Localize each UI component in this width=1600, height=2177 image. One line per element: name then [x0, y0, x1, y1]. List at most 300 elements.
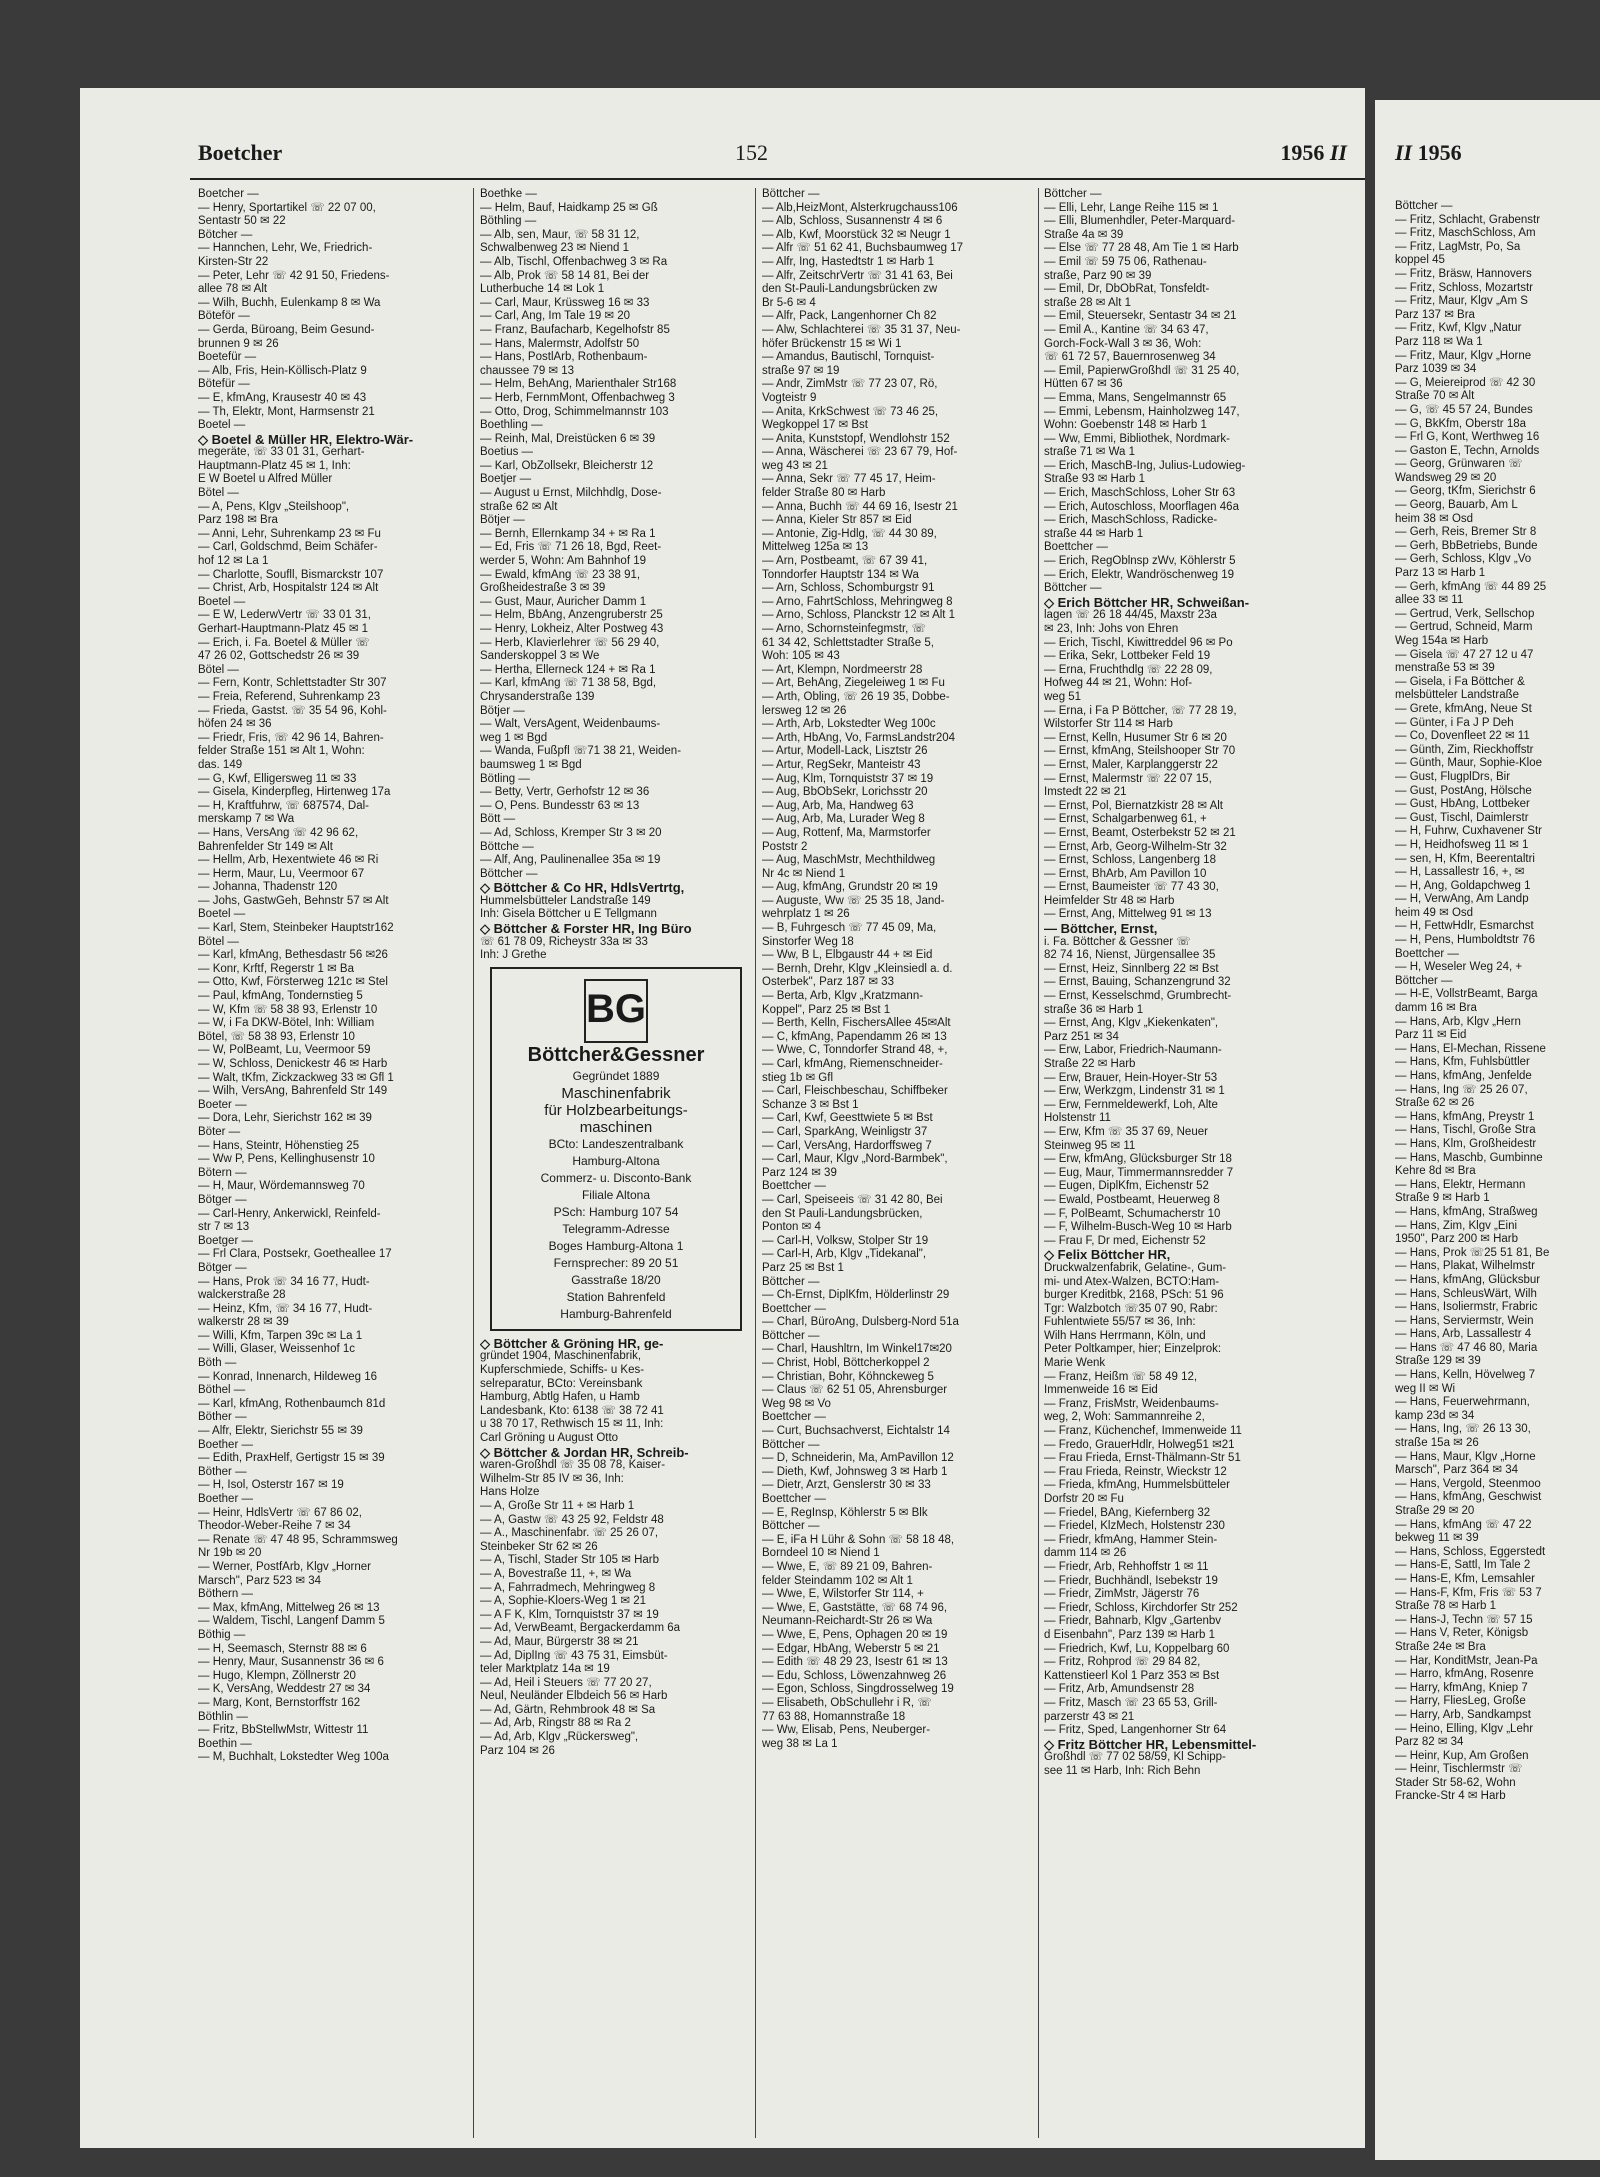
- directory-entry-line: Wilstorfer Str 114 ✉ Harb: [1044, 718, 1173, 731]
- directory-entry-line: — Arno, Schornsteinfegmstr, ☏: [762, 623, 926, 635]
- directory-entry-line: Böttcher —: [762, 1275, 820, 1288]
- directory-entry-line: — Helm, BbAng, Anzengruberstr 25: [480, 609, 663, 622]
- advertisement-boettcher-gessner: [490, 967, 742, 1331]
- directory-entry-line: — Gerh, Schloss, Klgv „Vo: [1395, 553, 1532, 566]
- directory-entry-line: Straße 70 ✉ Alt: [1395, 390, 1475, 403]
- directory-entry-line: — Frau F, Dr med, Eichenstr 52: [1044, 1234, 1206, 1247]
- directory-entry-line: — Alb, Fris, Hein-Köllisch-Platz 9: [198, 364, 367, 377]
- directory-entry-line: gründet 1904, Maschinenfabrik,: [480, 1350, 642, 1363]
- directory-entry-line: — Anna, Buchh ☏ 44 69 16, Isestr 21: [762, 500, 958, 513]
- directory-entry-line: — Hans, Ing ☏ 25 26 07,: [1395, 1083, 1528, 1096]
- directory-entry-line: stieg 1b ✉ Gfl: [762, 1071, 833, 1084]
- directory-entry-line: Böther —: [198, 1465, 247, 1478]
- directory-entry-line: Boetel —: [198, 908, 246, 921]
- directory-entry-line: — Elisabeth, ObSchullehr i R, ☏: [762, 1696, 932, 1709]
- directory-entry-line: — A, Große Str 11 + ✉ Harb 1: [480, 1499, 635, 1512]
- directory-entry-line: Hofweg 44 ✉ 21, Wohn: Hof-: [1044, 677, 1193, 690]
- directory-entry-line: — Erich, Tischl, Kiwittreddel 96 ✉ Po: [1044, 636, 1233, 649]
- directory-entry-line: Hummelsbütteler Landstraße 149: [480, 894, 651, 907]
- directory-entry-line: Hans Holze: [480, 1486, 540, 1499]
- directory-entry-line: — Konr, Krftf, Regerstr 1 ✉ Ba: [198, 962, 354, 975]
- directory-entry-line: — Ad, Arb, Klgv „Rückersweg",: [480, 1731, 639, 1744]
- directory-entry-line: — Anna, Kieler Str 857 ✉ Eid: [762, 514, 912, 527]
- ad-line2: für Holzbearbeitungs-: [544, 1101, 688, 1119]
- directory-entry-line: Parz 118 ✉ Wa 1: [1395, 335, 1483, 348]
- directory-entry-line: — Hans, Maschb, Gumbinne: [1395, 1151, 1543, 1164]
- directory-entry-line: — Carl, Ang, Im Tale 19 ✉ 20: [480, 310, 631, 323]
- directory-entry-line: Imstedt 22 ✉ 21: [1044, 786, 1127, 799]
- ad-telegram: Telegramm-Adresse: [562, 1221, 670, 1236]
- directory-entry-line: — Th, Elektr, Mont, Harmsenstr 21: [198, 405, 375, 418]
- directory-entry-line: Hamburg, Abtlg Hafen, u Hamb: [480, 1391, 640, 1404]
- directory-entry-line: megeräte, ☏ 33 01 31, Gerhart-: [198, 446, 365, 459]
- directory-entry-line: — Paul, kfmAng, Tondernstieg 5: [198, 990, 363, 1003]
- directory-entry-line: Kehre 8d ✉ Bra: [1395, 1165, 1476, 1178]
- directory-entry-line: — Hans, kfmAng, Jenfelde: [1395, 1070, 1532, 1082]
- directory-entry-line: Boettcher —: [1395, 947, 1459, 960]
- directory-entry-line: — Ernst, Baumeister ☏ 77 43 30,: [1044, 881, 1219, 894]
- directory-entry-line: — H, Lassallestr 16, +, ✉: [1395, 866, 1525, 879]
- directory-entry-line: — Hans, Ing, ☏ 26 13 30,: [1395, 1423, 1531, 1436]
- directory-entry-line: — Herm, Maur, Lu, Veermoor 67: [198, 867, 365, 880]
- directory-entry-line: — Dieth, Kwf, Johnsweg 3 ✉ Harb 1: [762, 1465, 948, 1478]
- directory-entry-line: Straße 129 ✉ 39: [1395, 1355, 1481, 1368]
- directory-entry-line: — Henry, Maur, Susannenstr 36 ✉ 6: [198, 1656, 384, 1669]
- directory-entry-line: — Dietr, Arzt, Genslerstr 30 ✉ 33: [762, 1479, 931, 1492]
- directory-entry-line: — A F K, Klm, Tornquiststr 37 ✉ 19: [480, 1608, 659, 1621]
- directory-entry-line: — Johs, GastwGeh, Behnstr 57 ✉ Alt: [198, 894, 389, 907]
- directory-entry-line: — Otto, Drog, Schimmelmannstr 103: [480, 405, 669, 418]
- directory-entry-line: merskamp 7 ✉ Wa: [198, 813, 295, 826]
- facing-page: [1375, 100, 1600, 2160]
- directory-entry-line: Boetel —: [198, 419, 246, 432]
- directory-entry-line: — Gust, Tischl, Daimlerstr: [1395, 811, 1529, 824]
- directory-entry-line: — Ed, Fris ☏ 71 26 18, Bgd, Reet-: [480, 541, 662, 554]
- directory-entry-line: — Gertrud, Schneid, Marm: [1395, 621, 1533, 634]
- directory-entry-line: brunnen 9 ✉ 26: [198, 337, 279, 350]
- directory-entry-line: — Gerda, Büroang, Beim Gesund-: [198, 323, 375, 336]
- directory-entry-line: — Max, kfmAng, Mittelweg 26 ✉ 13: [198, 1601, 380, 1614]
- directory-entry-line: — Bernh, Ellernkamp 34 + ✉ Ra 1: [480, 527, 656, 540]
- header-surname: Boetcher: [198, 140, 283, 165]
- directory-entry-line: Gerhart-Hauptmann-Platz 45 ✉ 1: [198, 623, 369, 635]
- directory-entry-line: — Waldem, Tischl, Langenf Damm 5: [198, 1615, 385, 1628]
- directory-entry-line: — Hans, VersAng ☏ 42 96 62,: [198, 826, 359, 839]
- directory-entry-line: — Ww, Elisab, Pens, Neuberger-: [762, 1724, 931, 1737]
- directory-entry-line: — Curt, Buchsachverst, Eichtalstr 14: [762, 1425, 950, 1438]
- directory-entry-line: — Hans, Arb, Klgv „Hern: [1395, 1015, 1521, 1028]
- directory-entry-line: d Eisenbahn", Parz 139 ✉ Harb 1: [1044, 1628, 1215, 1641]
- directory-entry-line: — Helm, BehAng, Marienthaler Str168: [480, 378, 677, 391]
- directory-entry-line: — A, Gastw ☏ 43 25 92, Feldstr 48: [480, 1513, 664, 1526]
- directory-entry-line: — Karl, ObZollsekr, Bleicherstr 12: [480, 459, 654, 472]
- directory-entry-line: — Herb, FernmMont, Offenbachweg 3: [480, 391, 675, 404]
- directory-entry-line: — Gust, FlugplDrs, Bir: [1395, 770, 1511, 783]
- directory-entry-line: — Elli, Blumenhdler, Peter-Marquard-: [1044, 215, 1236, 228]
- directory-entry-line: Poststr 2: [762, 840, 808, 853]
- directory-entry-line: — Gerh, BbBetriebs, Bunde: [1395, 539, 1538, 552]
- directory-entry-line: — Erw, Fernmeldewerkf, Loh, Alte: [1044, 1098, 1218, 1111]
- directory-entry-line: — Ernst, Ang, Klgv „Kiekenkaten",: [1044, 1017, 1219, 1030]
- directory-entry-line: Boetger —: [198, 1234, 253, 1247]
- directory-entry-line: — Emil, PapierwGroßhdl ☏ 31 25 40,: [1044, 364, 1240, 377]
- directory-entry-line: — Hans, Kfm, Fuhlsbüttler: [1395, 1056, 1530, 1069]
- directory-entry-line: — Frau Frieda, Reinstr, Wieckstr 12: [1044, 1465, 1227, 1478]
- directory-entry-line: — Friedrich, Kwf, Lu, Koppelbarg 60: [1044, 1642, 1230, 1655]
- directory-entry-line: Böteför —: [198, 310, 250, 323]
- directory-entry-line: weg II ✉ Wi: [1395, 1382, 1456, 1395]
- facing-page-header: [1395, 140, 1462, 166]
- directory-entry-line: — Ww, B L, Elbgaustr 44 + ✉ Eid: [762, 949, 933, 962]
- directory-entry-line: Boetcher —: [198, 188, 259, 200]
- directory-entry-line: melsbütteler Landstraße: [1395, 689, 1520, 702]
- directory-entry-line: Bötjer —: [480, 704, 525, 717]
- directory-entry-line: Böttcher —: [1044, 582, 1102, 595]
- directory-entry-line: — Alfr, Ing, Hastedtstr 1 ✉ Harb 1: [762, 255, 934, 268]
- directory-entry-line: Straße 29 ✉ 20: [1395, 1505, 1475, 1517]
- directory-entry-line: — Arn, Postbeamt, ☏ 67 39 41,: [762, 555, 928, 568]
- directory-entry-line: — Aug, BbObSekr, Lorichsstr 20: [762, 786, 928, 799]
- directory-entry-line: Marsch", Parz 364 ✉ 34: [1395, 1464, 1519, 1477]
- directory-entry-line: — Heinz, Kfm, ☏ 34 16 77, Hudt-: [198, 1302, 373, 1315]
- directory-entry-line: Boettcher —: [762, 1493, 826, 1505]
- directory-entry-line: — Willi, Glaser, Weissenhof 1c: [198, 1343, 356, 1356]
- directory-entry-line: — Friedel, KlzMech, Holstenstr 230: [1044, 1520, 1225, 1533]
- directory-entry-line: — B, Fuhrgesch ☏ 77 45 09, Ma,: [762, 922, 937, 935]
- directory-entry-line: Sanderskoppel 3 ✉ We: [480, 650, 600, 663]
- directory-entry-line: straße 44 ✉ Harb 1: [1044, 527, 1144, 540]
- directory-entry-line: — D, Schneiderin, Ma, AmPavillon 12: [762, 1452, 954, 1465]
- directory-entry-line: Schwalbenweg 23 ✉ Niend 1: [480, 242, 630, 255]
- directory-entry-line: — Alb, Prok ☏ 58 14 81, Bei der: [480, 269, 650, 282]
- directory-entry-line: — Hans, Isoliermstr, Frabric: [1395, 1301, 1538, 1314]
- directory-entry-line: — Erich, Elektr, Wandröschenweg 19: [1044, 568, 1235, 581]
- directory-entry-line: — Emil A., Kantine ☏ 34 63 47,: [1044, 323, 1209, 336]
- directory-entry-line: — Har, KonditMstr, Jean-Pa: [1395, 1654, 1538, 1667]
- directory-entry-line: — Anna, Wäscherei ☏ 23 67 79, Hof-: [762, 446, 958, 459]
- directory-entry-line: parzerstr 43 ✉ 21: [1044, 1710, 1135, 1723]
- directory-entry-line: — Ernst, Schalgarbenweg 61, +: [1044, 813, 1207, 826]
- directory-entry-line: — Ernst, Heiz, Sinnlberg 22 ✉ Bst: [1044, 962, 1219, 975]
- directory-entry-line: — H, Heidhofsweg 11 ✉ 1: [1395, 838, 1529, 851]
- directory-entry-line: — Karl, kfmAng, Rothenbaumch 81d: [198, 1397, 386, 1410]
- directory-entry-line: — Egon, Schloss, Singdrosselweg 19: [762, 1683, 954, 1696]
- directory-entry-line: Wandsweg 29 ✉ 20: [1395, 471, 1497, 484]
- directory-entry-line: Boether —: [198, 1438, 253, 1451]
- directory-entry-line: Francke-Str 4 ✉ Harb: [1395, 1790, 1506, 1803]
- directory-entry-line: — Hans-E, Sattl, Im Tale 2: [1395, 1559, 1531, 1572]
- directory-entry-line: — A, Fahrradmech, Mehringweg 8: [480, 1581, 656, 1594]
- directory-entry-line: — Wwe, E, Pens, Ophagen 20 ✉ 19: [762, 1628, 948, 1641]
- directory-entry-line: — Herb, Klavierlehrer ☏ 56 29 40,: [480, 636, 660, 649]
- directory-entry-line: höfen 24 ✉ 36: [198, 718, 272, 731]
- directory-entry-line: ◇ Boetel & Müller HR, Elektro-Wär-: [198, 432, 414, 447]
- directory-entry-line: — Hellm, Arb, Hexentwiete 46 ✉ Ri: [198, 854, 379, 867]
- directory-entry-line: Marie Wenk: [1044, 1357, 1106, 1370]
- directory-entry-line: — Art, BehAng, Ziegeleiweg 1 ✉ Fu: [762, 677, 945, 690]
- directory-entry-line: ✉ 23, Inh: Johs von Ehren: [1044, 623, 1179, 635]
- directory-entry-line: Bötjer —: [480, 514, 525, 527]
- directory-entry-line: — Alfr ☏ 51 62 41, Buchsbaumweg 17: [762, 242, 964, 255]
- directory-entry-line: — Harry, FliesLeg, Große: [1395, 1695, 1526, 1708]
- directory-entry-line: — Helm, Bauf, Haidkamp 25 ✉ Gß: [480, 201, 658, 214]
- directory-entry-line: weg 43 ✉ 21: [762, 459, 828, 472]
- directory-entry-line: — Aug, Arb, Ma, Lurader Weg 8: [762, 813, 925, 826]
- directory-entry-line: — Christ, Arb, Hospitalstr 124 ✉ Alt: [198, 582, 379, 595]
- directory-entry-line: Bötern —: [198, 1166, 247, 1179]
- directory-entry-line: — Co, Dovenfleet 22 ✉ 11: [1395, 730, 1530, 743]
- directory-entry-line: — Friedr, kfmAng, Hammer Stein-: [1044, 1533, 1218, 1546]
- directory-entry-line: — Friedr, Fris, ☏ 42 96 14, Bahren-: [198, 731, 384, 744]
- directory-entry-line: — Ad, Gärtn, Rehmbrook 48 ✉ Sa: [480, 1703, 656, 1716]
- directory-entry-line: — Wilh, Buchh, Eulenkamp 8 ✉ Wa: [198, 296, 381, 309]
- directory-entry-line: hof 12 ✉ La 1: [198, 555, 269, 568]
- directory-entry-line: — Ernst, Arb, Georg-Wilhelm-Str 32: [1044, 840, 1227, 853]
- directory-entry-line: Parz 124 ✉ 39: [762, 1166, 837, 1179]
- directory-entry-line: — Betty, Vertr, Gerhofstr 12 ✉ 36: [480, 786, 650, 799]
- directory-entry-line: — Arno, FahrtSchloss, Mehringweg 8: [762, 595, 953, 608]
- directory-entry-line: — H, Weseler Weg 24, +: [1395, 961, 1523, 974]
- directory-entry-line: weg 1 ✉ Bgd: [480, 731, 548, 744]
- ad-telegram-address: Boges Hamburg-Altona 1: [548, 1238, 684, 1253]
- directory-entry-line: Boethin —: [198, 1737, 252, 1750]
- directory-entry-line: — E, kfmAng, Krausestr 40 ✉ 43: [198, 391, 367, 404]
- directory-entry-line: Inh: Gisela Böttcher u E Tellgmann: [480, 908, 657, 921]
- directory-entry-line: straße 62 ✉ Alt: [480, 500, 558, 513]
- directory-entry-line: straße 15a ✉ 26: [1395, 1437, 1479, 1450]
- directory-entry-line: Kattenstieerl Kol 1 Parz 353 ✉ Bst: [1044, 1669, 1220, 1682]
- directory-entry-line: Hütten 67 ✉ 36: [1044, 378, 1123, 391]
- directory-entry-line: — Fritz, LagMstr, Po, Sa: [1395, 240, 1521, 253]
- directory-entry-line: — Anita, Kunststopf, Wendlohstr 152: [762, 432, 950, 445]
- directory-entry-line: Böthel —: [198, 1384, 246, 1397]
- directory-entry-line: — August u Ernst, Milchhdlg, Dose-: [480, 487, 662, 500]
- directory-entry-line: — Friedr, ZimMstr, Jägerstr 76: [1044, 1588, 1200, 1601]
- directory-entry-line: — Renate ☏ 47 48 95, Schrammsweg: [198, 1533, 398, 1546]
- directory-entry-line: — Gisela, Kinderpfleg, Hirtenweg 17a: [198, 786, 391, 799]
- directory-entry-line: — Hans, kfmAng, Geschwist: [1395, 1491, 1542, 1504]
- directory-entry-line: — Erw, Werkzgm, Lindenstr 31 ✉ 1: [1044, 1085, 1225, 1098]
- directory-entry-line: — Frl G, Kont, Werthweg 16: [1395, 431, 1540, 444]
- directory-entry-line: — Ad, Arb, Ringstr 88 ✉ Ra 2: [480, 1717, 631, 1730]
- directory-entry-line: — Hans, Arb, Lassallestr 4: [1395, 1328, 1532, 1341]
- directory-entry-line: — Hans-J, Techn ☏ 57 15: [1395, 1613, 1533, 1626]
- column-4: [1044, 188, 1344, 2138]
- directory-entry-line: Theodor-Weber-Reihe 7 ✉ 34: [198, 1520, 351, 1533]
- directory-entry-line: heim 49 ✉ Osd: [1395, 906, 1474, 919]
- directory-entry-line: — Franz, Baufacharb, Kegelhofstr 85: [480, 323, 670, 336]
- directory-entry-line: waren-Großhdl ☏ 35 08 78, Kaiser-: [480, 1459, 666, 1472]
- directory-entry-line: — Wwe, E, Gaststätte, ☏ 68 74 96,: [762, 1601, 948, 1614]
- directory-entry-line: Dorfstr 20 ✉ Fu: [1044, 1493, 1124, 1505]
- directory-entry-line: — Friedel, BAng, Kiefernberg 32: [1044, 1506, 1211, 1519]
- directory-entry-line: — Ad, VerwBeamt, Bergackerdamm 6a: [480, 1622, 681, 1635]
- directory-entry-line: — Wilh, VersAng, Bahrenfeld Str 149: [198, 1085, 388, 1098]
- directory-entry-line: — Karl, kfmAng ☏ 71 38 58, Bgd,: [480, 677, 657, 690]
- directory-entry-line: — Ww P, Pens, Kellinghusenstr 10: [198, 1153, 375, 1166]
- directory-entry-line: Parz 11 ✉ Eid: [1395, 1029, 1467, 1042]
- directory-entry-line: Bötger —: [198, 1261, 247, 1274]
- directory-entry-line: damm 114 ✉ 26: [1044, 1547, 1127, 1560]
- directory-entry-line: Landesbank, Kto: 6138 ☏ 38 72 41: [480, 1404, 664, 1417]
- directory-entry-line: — Ewald, Postbeamt, Heuerweg 8: [1044, 1193, 1220, 1206]
- directory-entry-line: Hauptmann-Platz 45 ✉ 1, Inh:: [198, 459, 351, 472]
- directory-entry-line: — Franz, Heißm ☏ 58 49 12,: [1044, 1370, 1198, 1383]
- directory-entry-line: — Wanda, Fußpfl ☏71 38 21, Weiden-: [480, 745, 682, 758]
- directory-entry-line: — Hans, Elektr, Hermann: [1395, 1178, 1526, 1191]
- directory-entry-line: — Willi, Kfm, Tarpen 39c ✉ La 1: [198, 1329, 363, 1342]
- directory-entry-line: Br 5-6 ✉ 4: [762, 296, 816, 309]
- directory-entry-line: — Wwe, E, ☏ 89 21 09, Bahren-: [762, 1560, 933, 1573]
- facing-volume: II: [1395, 140, 1413, 165]
- directory-entry-line: see 11 ✉ Harb, Inh: Rich Behn: [1044, 1764, 1201, 1777]
- directory-entry-line: — Frl Clara, Postsekr, Goetheallee 17: [198, 1248, 392, 1261]
- directory-entry-line: — G, Kwf, Elligersweg 11 ✉ 33: [198, 772, 357, 785]
- directory-entry-line: — Gerh, Reis, Bremer Str 8: [1395, 526, 1537, 539]
- directory-entry-line: — Artur, Modell-Lack, Lisztstr 26: [762, 745, 928, 758]
- ad-street: Gasstraße 18/20: [571, 1272, 661, 1287]
- directory-entry-line: Immenweide 16 ✉ Eid: [1044, 1384, 1158, 1397]
- directory-entry-line: walkerstr 28 ✉ 39: [198, 1316, 289, 1329]
- directory-entry-line: — Carl, Fleischbeschau, Schiffbeker: [762, 1085, 948, 1098]
- directory-entry-line: felder Straße 80 ✉ Harb: [762, 487, 886, 500]
- directory-entry-line: felder Steindamm 102 ✉ Alt 1: [762, 1574, 913, 1587]
- directory-entry-line: — H, FettwHdlr, Esmarchst: [1395, 920, 1534, 933]
- column-2-entries: [480, 188, 752, 963]
- directory-entry-line: — Henry, Lokheiz, Alter Postweg 43: [480, 623, 664, 635]
- directory-entry-line: — Böttcher, Ernst,: [1044, 922, 1158, 936]
- directory-entry-line: — H-E, VollstrBeamt, Barga: [1395, 988, 1538, 1001]
- directory-entry-line: — Wwe, C, Tonndorfer Strand 48, +,: [762, 1044, 948, 1057]
- directory-entry-line: — Gertrud, Verk, Sellschop: [1395, 607, 1535, 620]
- directory-entry-line: — Hans-E, Kfm, Lemsahler: [1395, 1572, 1535, 1585]
- directory-entry-line: Boetjer —: [480, 473, 532, 486]
- directory-entry-line: Osterbek", Parz 187 ✉ 33: [762, 976, 894, 989]
- column-divider: [473, 188, 474, 2138]
- directory-entry-line: ◇ Felix Böttcher HR,: [1044, 1248, 1171, 1262]
- directory-entry-line: Böttcher —: [1395, 200, 1453, 212]
- directory-entry-line: — Ernst, Schloss, Langenberg 18: [1044, 854, 1216, 867]
- directory-entry-line: — Alb, Kwf, Moorstück 32 ✉ Neugr 1: [762, 228, 951, 241]
- directory-entry-line: — Auguste, Ww ☏ 25 35 18, Jand-: [762, 894, 945, 907]
- directory-entry-line: — Ewald, kfmAng ☏ 23 38 91,: [480, 568, 641, 581]
- directory-entry-line: Straße 22 ✉ Harb: [1044, 1058, 1136, 1070]
- directory-entry-line: ◇ Böttcher & Jordan HR, Schreib-: [480, 1445, 689, 1460]
- directory-entry-line: Neul, Neuländer Elbdeich 56 ✉ Harb: [480, 1690, 668, 1703]
- directory-entry-line: Boettcher —: [762, 1302, 826, 1315]
- directory-entry-line: ◇ Fritz Böttcher HR, Lebensmittel-: [1044, 1737, 1257, 1752]
- directory-entry-line: — Fritz, Masch ☏ 23 65 53, Grill-: [1044, 1696, 1218, 1709]
- directory-entry-line: Straße 62 ✉ 26: [1395, 1097, 1475, 1110]
- directory-entry-line: — sen, H, Kfm, Beerentaltri: [1395, 852, 1535, 865]
- directory-entry-line: weg 51: [1044, 690, 1082, 703]
- directory-entry-line: Mittelweg 125a ✉ 13: [762, 541, 869, 554]
- directory-entry-line: ◇ Böttcher & Forster HR, Ing Büro: [480, 922, 692, 936]
- directory-entry-line: Carl Gröning u August Otto: [480, 1432, 619, 1444]
- directory-entry-line: — Gisela, i Fa Böttcher &: [1395, 675, 1525, 688]
- directory-entry-line: — Fritz, Maur, Klgv „Horne: [1395, 349, 1532, 362]
- ad-line3: maschinen: [579, 1118, 653, 1136]
- directory-entry-line: — Fern, Kontr, Schlettstadter Str 307: [198, 677, 387, 690]
- directory-entry-line: — H, Fuhrw, Cuxhavener Str: [1395, 825, 1542, 838]
- directory-entry-line: — Alb, sen, Maur, ☏ 58 31 12,: [480, 228, 640, 241]
- directory-page: [80, 88, 1365, 2148]
- directory-entry-line: — Erw, Kfm ☏ 35 37 69, Neuer: [1044, 1125, 1208, 1138]
- directory-entry-line: — Erw, Labor, Friedrich-Naumann-: [1044, 1044, 1222, 1057]
- directory-entry-line: — Emmi, Lebensm, Hainholzweg 147,: [1044, 405, 1240, 418]
- directory-entry-line: — Emil, Dr, DbObRat, Tonsfeldt-: [1044, 283, 1210, 296]
- directory-entry-line: Druckwalzenfabrik, Gelatine-, Gum-: [1044, 1261, 1227, 1274]
- directory-entry-line: chaussee 79 ✉ 13: [480, 364, 575, 377]
- directory-entry-line: weg, 2, Woh: Sammannreihe 2,: [1044, 1411, 1205, 1424]
- directory-entry-line: — Heino, Elling, Klgv „Lehr: [1395, 1722, 1534, 1735]
- directory-entry-line: — Edith ☏ 48 29 23, Isestr 61 ✉ 13: [762, 1656, 948, 1669]
- directory-entry-line: — Carl, VersAng, Hardorffsweg 7: [762, 1139, 932, 1152]
- directory-entry-line: Tonndorfer Hauptstr 134 ✉ Wa: [762, 568, 919, 581]
- directory-entry-line: — O, Pens. Bundesstr 63 ✉ 13: [480, 799, 640, 812]
- directory-entry-line: — Friedr, Bahnarb, Klgv „Gartenbv: [1044, 1615, 1222, 1628]
- directory-entry-line: — Alw, Schlachterei ☏ 35 31 37, Neu-: [762, 323, 961, 336]
- directory-entry-line: — Otto, Kwf, Försterweg 121c ✉ Stel: [198, 976, 388, 989]
- directory-entry-line: Straße 78 ✉ Harb 1: [1395, 1600, 1497, 1613]
- directory-entry-line: E W Boetel u Alfred Müller: [198, 473, 333, 486]
- directory-entry-line: heim 38 ✉ Osd: [1395, 512, 1474, 525]
- directory-entry-line: — Carl, Speiseeis ☏ 31 42 80, Bei: [762, 1193, 943, 1206]
- directory-entry-line: — Hannchen, Lehr, We, Friedrich-: [198, 242, 373, 255]
- directory-entry-line: Böttcher —: [1395, 974, 1453, 987]
- directory-entry-line: — Karl, Stem, Steinbeker Hauptstr162: [198, 922, 394, 935]
- directory-entry-line: — Gust, HbAng, Lottbeker: [1395, 798, 1530, 811]
- directory-entry-line: — Hans, Kelln, Hövelweg 7: [1395, 1369, 1535, 1382]
- directory-entry-line: — Ad, Schloss, Kremper Str 3 ✉ 20: [480, 826, 662, 839]
- header-year: 1956: [1280, 140, 1325, 165]
- directory-entry-line: Böttcher —: [762, 1329, 820, 1342]
- directory-entry-line: — Carl, Kwf, Geesttwiete 5 ✉ Bst: [762, 1112, 933, 1125]
- directory-entry-line: — Ad, DiplIng ☏ 43 75 31, Eimsbüt-: [480, 1649, 668, 1662]
- directory-entry-line: — A, Tischl, Stader Str 105 ✉ Harb: [480, 1554, 660, 1567]
- directory-entry-line: — Erna, i Fa P Böttcher, ☏ 77 28 19,: [1044, 704, 1237, 717]
- directory-entry-line: ◇ Böttcher & Co HR, HdlsVertrtg,: [480, 881, 685, 895]
- ad-line1: Maschinenfabrik: [561, 1084, 671, 1102]
- directory-entry-line: — Charl, BüroAng, Dulsberg-Nord 51a: [762, 1316, 959, 1329]
- directory-entry-line: — Hans, PostlArb, Rothenbaum-: [480, 351, 648, 364]
- directory-entry-line: — Fritz, Rohprod ☏ 29 84 82,: [1044, 1656, 1201, 1669]
- directory-entry-line: Boether —: [198, 1493, 253, 1505]
- directory-entry-line: Straße 4a ✉ 39: [1044, 228, 1124, 241]
- directory-entry-line: — Aug, MaschMstr, Mechthildweg: [762, 854, 936, 867]
- directory-entry-line: Bahrenfelder Str 149 ✉ Alt: [198, 840, 333, 853]
- directory-entry-line: — Hans, El-Mechan, Rissene: [1395, 1042, 1546, 1055]
- directory-entry-line: — Alb,HeizMont, Alsterkrugchauss106: [762, 201, 958, 214]
- directory-entry-line: mi- und Atex-Walzen, BCTO:Ham-: [1044, 1275, 1220, 1288]
- directory-entry-line: — Günth, Maur, Sophie-Kloe: [1395, 757, 1543, 770]
- directory-entry-line: — Fritz, Schloss, Mozartstr: [1395, 281, 1534, 294]
- directory-entry-line: 82 74 16, Nienst, Jürgensallee 35: [1044, 949, 1216, 962]
- directory-entry-line: — Gaston E, Techn, Arnolds: [1395, 444, 1540, 457]
- directory-entry-line: koppel 45: [1395, 254, 1445, 267]
- directory-entry-line: 61 34 42, Schlettstadter Straße 5,: [762, 636, 934, 649]
- directory-entry-line: — Werner, PostfArb, Klgv „Horner: [198, 1560, 371, 1573]
- directory-entry-line: — Fredo, GrauerHdlr, Holweg51 ✉21: [1044, 1438, 1235, 1451]
- directory-entry-line: — Ernst, Malermstr ☏ 22 07 15,: [1044, 772, 1212, 785]
- directory-entry-line: walckerstraße 28: [198, 1289, 286, 1302]
- ad-psch: PSch: Hamburg 107 54: [553, 1204, 679, 1219]
- directory-entry-line: Böttcher —: [762, 188, 820, 200]
- directory-entry-line: teler Marktplatz 14a ✉ 19: [480, 1663, 610, 1676]
- directory-entry-line: — Hans, Steintr, Höhenstieg 25: [198, 1139, 360, 1152]
- directory-entry-line: — Edgar, HbAng, Weberstr 5 ✉ 21: [762, 1642, 940, 1655]
- header-rule: [190, 178, 1365, 180]
